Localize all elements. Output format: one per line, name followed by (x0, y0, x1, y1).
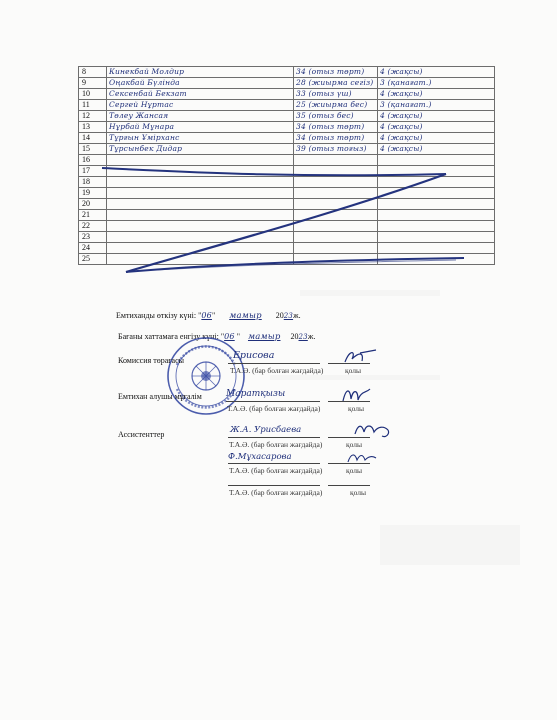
grade-value (378, 199, 495, 210)
student-name (107, 166, 294, 177)
student-name (107, 111, 294, 122)
signature-line (228, 437, 320, 438)
student-name (107, 89, 294, 100)
score-points-text: 25 (жиырма бес) (296, 100, 368, 109)
row-number (79, 122, 107, 133)
grade-value-text: 3 (қанағат.) (380, 100, 432, 109)
row-number (79, 166, 107, 177)
signature-caption: қолы (350, 488, 367, 497)
student-name (107, 144, 294, 155)
score-points-text: 34 (отыз төрт) (296, 133, 365, 142)
grade-value-text: 4 (жақсы) (380, 144, 423, 153)
row-number (79, 78, 107, 89)
grade-value-text: 4 (жақсы) (380, 111, 423, 120)
name-caption: Т.А.Ә. (бар болған жағдайда) (227, 404, 321, 413)
student-name (107, 199, 294, 210)
table-row (79, 254, 495, 265)
record-date-day: 06 (224, 332, 235, 341)
row-number (79, 199, 107, 210)
record-date-month: мамыр (247, 332, 281, 342)
name-caption: Т.А.Ә. (бар болған жағдайда) (229, 488, 323, 497)
examiner-signature (340, 385, 374, 405)
exam-date-year: 23 (283, 312, 294, 320)
grade-value (378, 144, 495, 155)
year-prefix: 20 (288, 332, 299, 341)
student-name (107, 243, 294, 254)
score-points (294, 155, 378, 166)
examiner-label: Емтихан алушы мұғалім (118, 392, 202, 401)
student-name-text: Сексенбай Бекзат (109, 89, 187, 98)
assistant-1-name-handwritten: Ж.А. Урисбаева (230, 425, 302, 435)
commission-chair-name-handwritten: Ерисова (233, 350, 275, 361)
grade-value-text: 3 (қанағат.) (380, 78, 432, 87)
student-name (107, 155, 294, 166)
grade-value (378, 133, 495, 144)
row-number (79, 67, 107, 78)
quote-mark: " (234, 332, 240, 341)
signature-caption: қолы (345, 366, 362, 375)
grade-value-text: 4 (жақсы) (380, 67, 423, 76)
student-name (107, 133, 294, 144)
table-row (79, 122, 495, 133)
row-number (79, 221, 107, 232)
table-row (79, 210, 495, 221)
score-points (294, 78, 378, 89)
row-number-text: 17 (82, 166, 90, 175)
row-number (79, 155, 107, 166)
table-row (79, 144, 495, 155)
score-points-text: 34 (отыз төрт) (296, 122, 365, 131)
table-row (79, 78, 495, 89)
grade-value (378, 89, 495, 100)
table-row (79, 155, 495, 166)
table-row (79, 89, 495, 100)
signature-line (228, 363, 320, 364)
assistant-2-signature (345, 450, 379, 466)
row-number (79, 177, 107, 188)
student-name (107, 122, 294, 133)
score-points-text: 35 (отыз бес) (296, 111, 354, 120)
score-points (294, 133, 378, 144)
row-number (79, 210, 107, 221)
score-points (294, 232, 378, 243)
row-number-text: 16 (82, 155, 90, 164)
score-points (294, 144, 378, 155)
student-name (107, 100, 294, 111)
grade-value (378, 67, 495, 78)
row-number-text: 23 (82, 232, 90, 241)
row-number (79, 232, 107, 243)
grade-value (378, 243, 495, 254)
signature-caption: қолы (348, 404, 365, 413)
grade-value (378, 155, 495, 166)
score-points (294, 67, 378, 78)
student-name-text: Оңакбай Бүлінда (109, 78, 180, 87)
student-name (107, 221, 294, 232)
exam-date-label: Емтиханды өткізу күні: " (116, 311, 202, 320)
grade-value (378, 188, 495, 199)
score-points (294, 122, 378, 133)
year-suffix-label: ж. (307, 332, 316, 341)
score-points (294, 221, 378, 232)
score-points (294, 199, 378, 210)
year-prefix: 20 (275, 311, 284, 320)
row-number (79, 111, 107, 122)
row-number (79, 89, 107, 100)
score-points (294, 166, 378, 177)
table-row (79, 166, 495, 177)
year-suffix-label: ж. (293, 311, 301, 320)
grade-value (378, 78, 495, 89)
grade-value-text: 4 (жақсы) (380, 89, 423, 98)
name-caption: Т.А.Ә. (бар болған жағдайда) (229, 466, 323, 475)
grade-value (378, 221, 495, 232)
score-points-text: 34 (отыз төрт) (296, 67, 365, 76)
student-name (107, 78, 294, 89)
student-name (107, 67, 294, 78)
row-number (79, 188, 107, 199)
score-points (294, 111, 378, 122)
student-name (107, 254, 294, 265)
grade-value (378, 166, 495, 177)
bleed-through (300, 290, 440, 296)
student-name-text: Кинекбай Молдир (109, 67, 185, 76)
quote-mark: " (211, 311, 216, 320)
student-name (107, 177, 294, 188)
exam-date-day: 06 (201, 311, 212, 320)
grade-value (378, 254, 495, 265)
row-number-text: 9 (82, 78, 86, 87)
signature-line (228, 485, 320, 486)
student-name-text: Тұрғын Ұмірханс (109, 133, 180, 142)
record-date-label: Бағаны хаттамаға енгізу күні: " (118, 332, 225, 341)
table-row (79, 133, 495, 144)
score-points (294, 188, 378, 199)
student-name-text: Тұрсынбек Дидар (109, 144, 183, 153)
table-row (79, 177, 495, 188)
commission-chair-signature (342, 347, 378, 367)
row-number (79, 100, 107, 111)
table-row (79, 243, 495, 254)
row-number-text: 24 (82, 243, 90, 252)
row-number-text: 21 (82, 210, 90, 219)
signature-line (226, 401, 320, 402)
row-number-text: 12 (82, 111, 90, 120)
row-number-text: 14 (82, 133, 90, 142)
score-points-text: 39 (отыз тоғыз) (296, 144, 367, 153)
row-number-text: 15 (82, 144, 90, 153)
table-row (79, 111, 495, 122)
score-points (294, 243, 378, 254)
exam-date-month: мамыр (229, 311, 262, 321)
table-row (79, 100, 495, 111)
signature-line (228, 463, 320, 464)
bleed-through (380, 525, 520, 565)
assistant-2-name-handwritten: Ф.Мұхасарова (228, 452, 292, 462)
student-grades-table (78, 66, 495, 265)
grade-value-text: 4 (жақсы) (380, 122, 423, 131)
row-number-text: 13 (82, 122, 90, 131)
row-number-text: 8 (82, 67, 86, 76)
grade-value (378, 177, 495, 188)
score-points (294, 100, 378, 111)
row-number-text: 20 (82, 199, 90, 208)
grade-value (378, 210, 495, 221)
table-row (79, 188, 495, 199)
signature-line (328, 485, 370, 486)
row-number (79, 254, 107, 265)
student-name-text: Сергей Нұртас (109, 100, 174, 109)
signature-caption: қолы (346, 440, 363, 449)
student-name (107, 232, 294, 243)
name-caption: Т.А.Ә. (бар болған жағдайда) (230, 366, 324, 375)
row-number-text: 19 (82, 188, 90, 197)
table-row (79, 199, 495, 210)
row-number-text: 10 (82, 89, 90, 98)
student-name (107, 210, 294, 221)
table-row (79, 67, 495, 78)
score-points (294, 177, 378, 188)
student-name (107, 188, 294, 199)
score-points-text: 33 (отыз үш) (296, 89, 352, 98)
student-name-text: Төлеу Жансая (109, 111, 169, 120)
bleed-through (270, 375, 440, 380)
grade-value (378, 232, 495, 243)
grade-value-text: 4 (жақсы) (380, 133, 423, 142)
row-number-text: 25 (82, 254, 90, 263)
row-number-text: 11 (82, 100, 90, 109)
table-row (79, 221, 495, 232)
score-points (294, 210, 378, 221)
exam-date-line (116, 311, 301, 321)
score-points-text: 28 (жиырма сегіз) (296, 78, 374, 87)
name-caption: Т.А.Ә. (бар болған жағдайда) (229, 440, 323, 449)
row-number-text: 18 (82, 177, 90, 186)
assistants-label: Ассистенттер (118, 430, 165, 439)
row-number-text: 22 (82, 221, 90, 230)
row-number (79, 144, 107, 155)
signature-caption: қолы (346, 466, 363, 475)
row-number (79, 243, 107, 254)
grade-value (378, 122, 495, 133)
grade-value (378, 111, 495, 122)
score-points (294, 89, 378, 100)
assistant-1-signature (352, 420, 392, 442)
examiner-name-handwritten: Маратқызы (226, 389, 286, 399)
table-row (79, 232, 495, 243)
record-date-year: 23 (298, 333, 308, 341)
score-points (294, 254, 378, 265)
commission-chair-label: Комиссия төрағасы (118, 356, 184, 365)
row-number (79, 133, 107, 144)
grade-value (378, 100, 495, 111)
student-name-text: Нұрбай Мұнара (109, 122, 175, 131)
